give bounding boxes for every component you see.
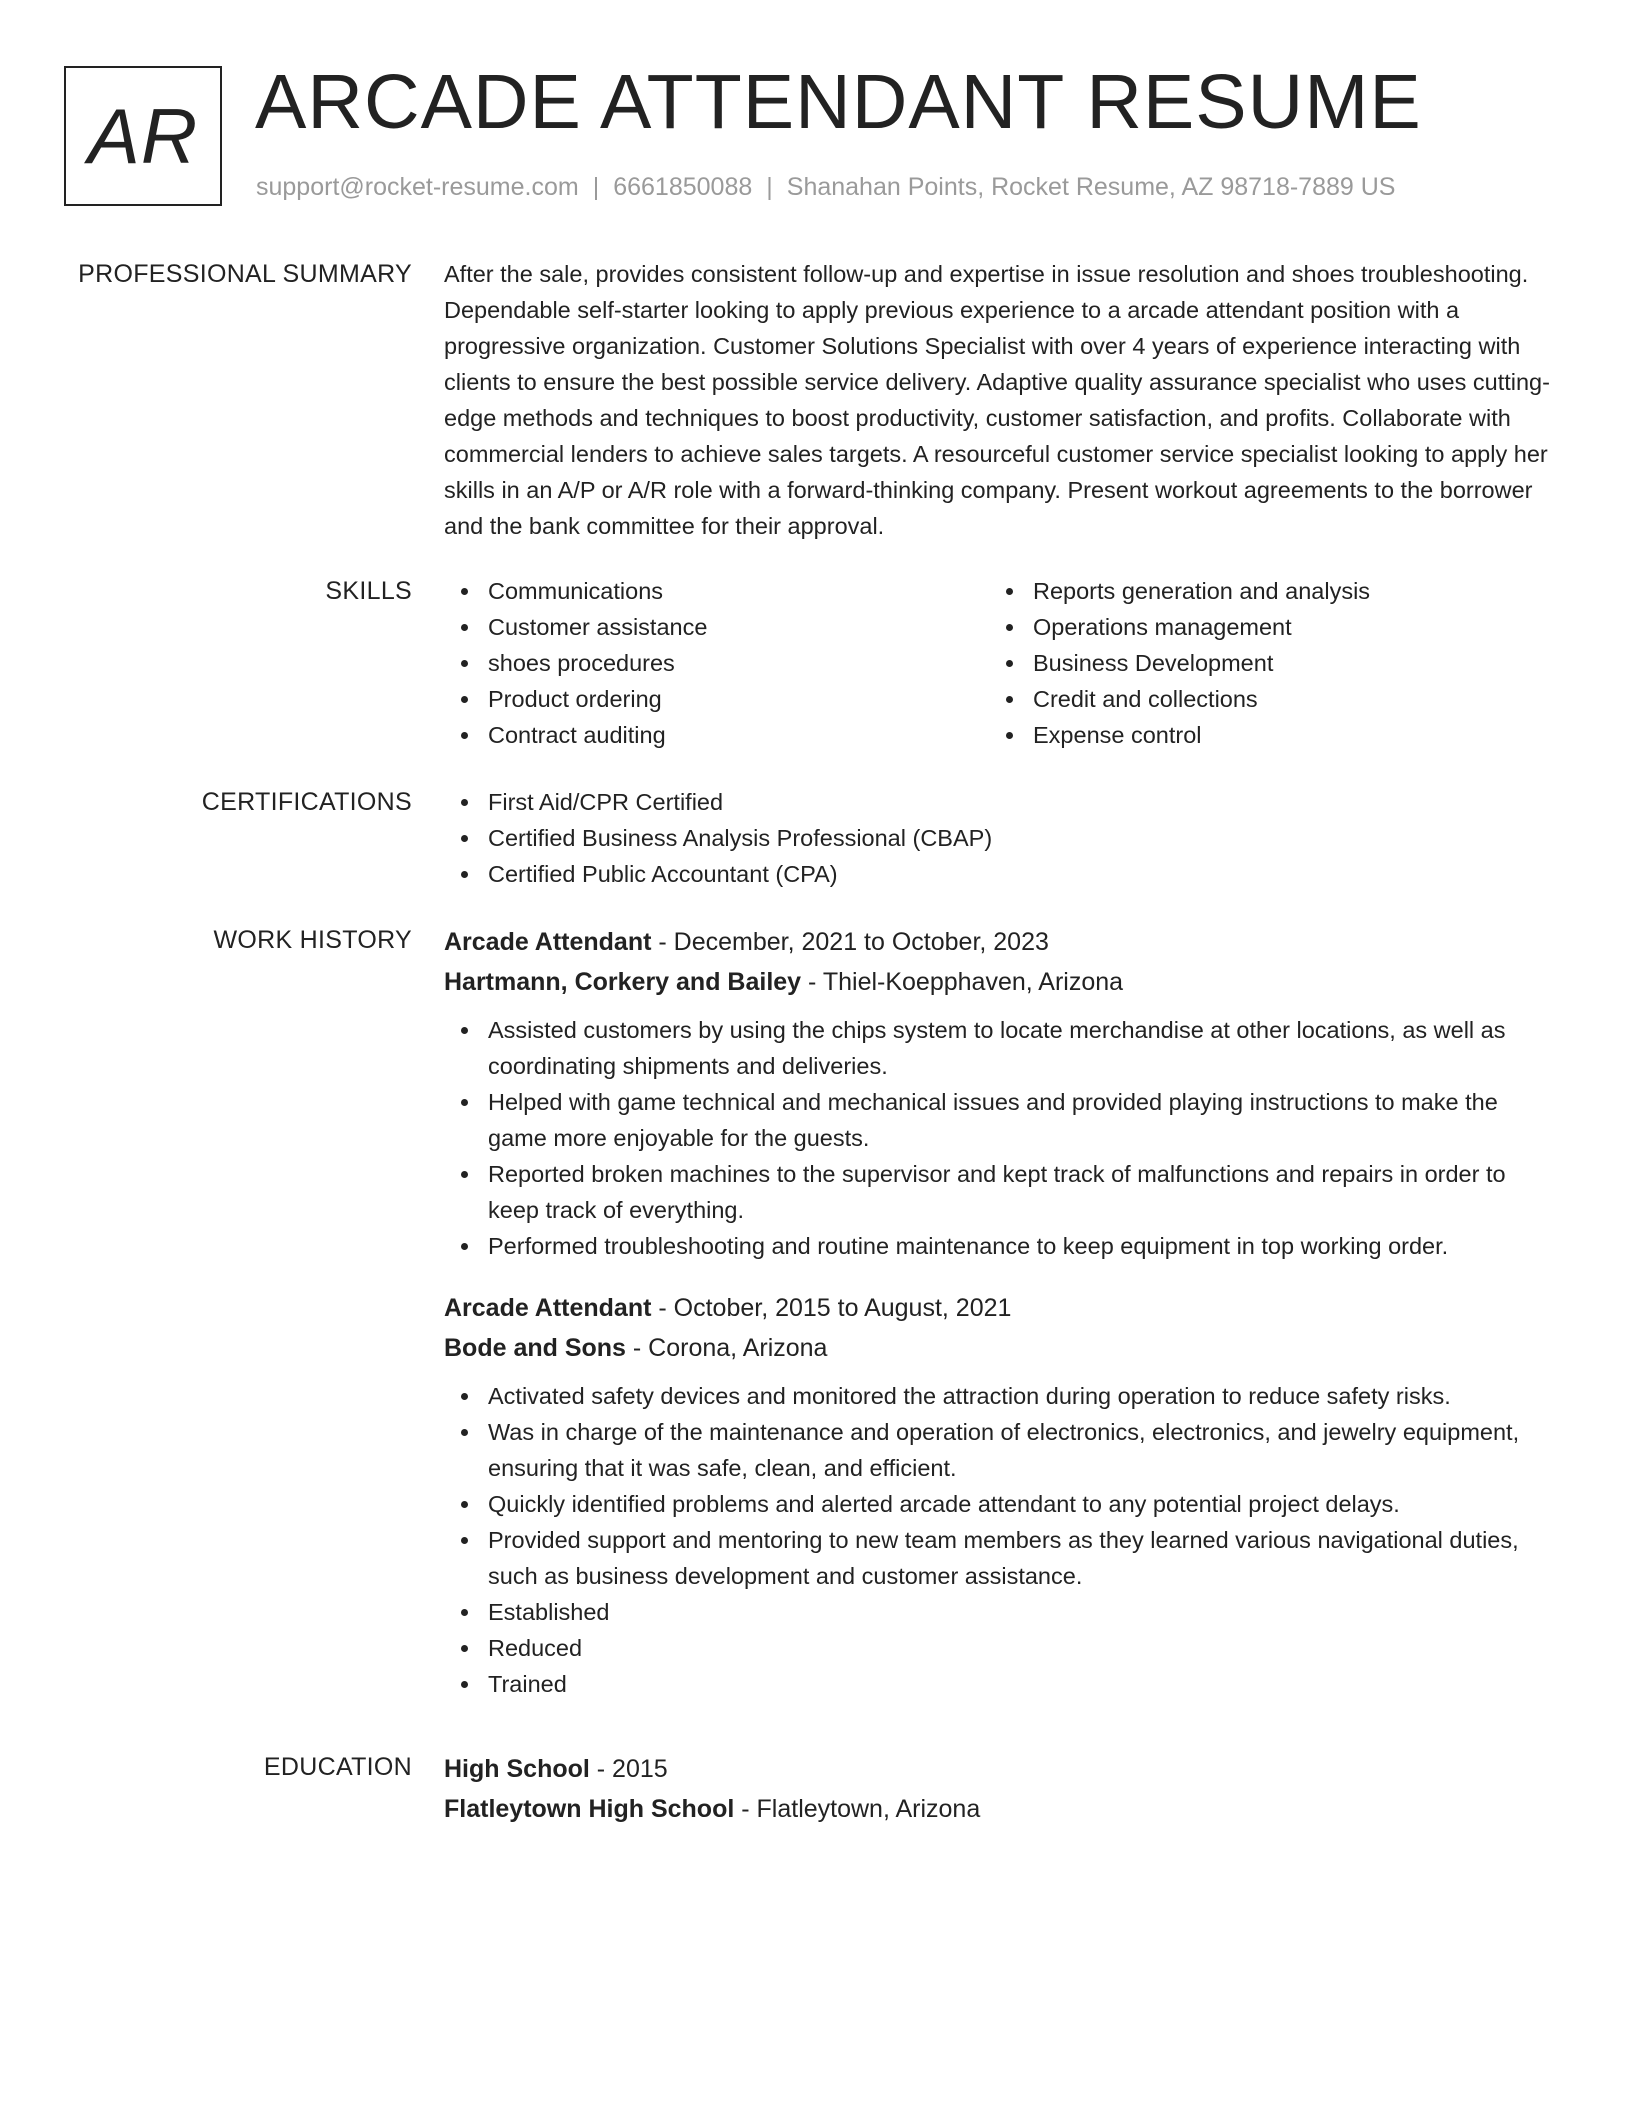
job-location: - Thiel-Koepphaven, Arizona: [801, 968, 1124, 996]
job-title-line: [444, 922, 1554, 962]
job-bullet: Activated safety devices and monitored the attraction during operation to reduce safety risks.: [444, 1378, 1554, 1414]
job-location: - Corona, Arizona: [625, 1334, 828, 1362]
job-bullets: [444, 1378, 1554, 1702]
job-company: Hartmann, Corkery and Bailey: [444, 968, 802, 996]
job-bullet: Helped with game technical and mechanical issues and provided playing instructions to make the game more enjoyable for the guests.: [444, 1084, 1554, 1156]
skills-column-left: [444, 573, 989, 753]
skill-item: Communications: [444, 573, 989, 609]
skill-item: Reports generation and analysis: [989, 573, 1534, 609]
skill-item: Customer assistance: [444, 609, 989, 645]
education-location: - Flatleytown, Arizona: [734, 1795, 981, 1823]
education-heading: EDUCATION: [263, 1753, 412, 1781]
certification-item: Certified Public Accountant (CPA): [444, 856, 1554, 892]
job-company: Bode and Sons: [444, 1334, 626, 1362]
education-degree: High School: [444, 1755, 590, 1783]
job-title: Arcade Attendant: [444, 928, 652, 956]
skills-heading: SKILLS: [325, 577, 412, 605]
job-title: Arcade Attendant: [444, 1294, 652, 1322]
work-history-heading: WORK HISTORY: [213, 926, 412, 954]
job-entry: [444, 922, 1554, 1264]
job-title-line: [444, 1288, 1554, 1328]
education-school: Flatleytown High School: [444, 1795, 735, 1823]
job-dates: - October, 2015 to August, 2021: [651, 1294, 1012, 1322]
education-year: - 2015: [589, 1755, 668, 1783]
skill-item: Credit and collections: [989, 681, 1534, 717]
contact-email: support@rocket-resume.com: [256, 173, 579, 201]
certification-item: Certified Business Analysis Professional (CBAP): [444, 820, 1554, 856]
skill-item: Contract auditing: [444, 717, 989, 753]
contact-line: [256, 172, 1395, 202]
summary-heading: PROFESSIONAL SUMMARY: [78, 260, 412, 288]
job-bullet: Provided support and mentoring to new team members as they learned various navigational duties, such as business development and customer assistance.: [444, 1522, 1554, 1594]
job-bullet: Reduced: [444, 1630, 1554, 1666]
education-school-line: [444, 1789, 1554, 1829]
page-title: ARCADE ATTENDANT RESUME: [255, 59, 1422, 145]
skill-item: shoes procedures: [444, 645, 989, 681]
job-bullet: Trained: [444, 1666, 1554, 1702]
job-employer-line: [444, 1328, 1554, 1368]
contact-separator: |: [592, 173, 600, 201]
job-bullets: [444, 1012, 1554, 1264]
certifications-heading: CERTIFICATIONS: [201, 788, 412, 816]
job-bullet: Assisted customers by using the chips system to locate merchandise at other locations, as well as coordinating shipments and deliveries.: [444, 1012, 1554, 1084]
education-degree-line: [444, 1749, 1554, 1789]
certification-item: First Aid/CPR Certified: [444, 784, 1554, 820]
monogram-logo: AR: [64, 66, 222, 206]
certifications-list: [444, 784, 1554, 892]
summary-body: [444, 256, 1554, 544]
job-bullet: Reported broken machines to the supervisor and kept track of malfunctions and repairs in order to keep track of everything.: [444, 1156, 1554, 1228]
certifications-body: [444, 784, 1554, 892]
job-bullet: Established: [444, 1594, 1554, 1630]
skills-column-right: [989, 573, 1534, 753]
skill-item: Expense control: [989, 717, 1534, 753]
job-bullet: Performed troubleshooting and routine maintenance to keep equipment in top working order.: [444, 1228, 1554, 1264]
job-bullet: Was in charge of the maintenance and operation of electronics, electronics, and jewelry equipment, ensuring that it was safe, clean, and efficient.: [444, 1414, 1554, 1486]
contact-address: Shanahan Points, Rocket Resume, AZ 98718-7889 US: [786, 173, 1396, 201]
work-history-body: [444, 922, 1554, 1702]
skill-item: Operations management: [989, 609, 1534, 645]
skills-list: [444, 573, 1554, 753]
job-bullet: Quickly identified problems and alerted arcade attendant to any potential project delays.: [444, 1486, 1554, 1522]
summary-text: After the sale, provides consistent follow-up and expertise in issue resolution and shoes troubleshooting. Dependable self-starter looking to apply previous experience to a arcade attendant position with a progressive organization. Customer Solutions Specialist with over 4 years of experience interacting with clients to ensure the best possible service delivery. Adaptive quality assurance specialist who uses cutting-edge methods and techniques to boost productivity, customer satisfaction, and profits. Collaborate with commercial lenders to achieve sales targets. A resourceful customer service specialist looking to apply her skills in an A/P or A/R role with a forward-thinking company. Present workout agreements to the borrower and the bank committee for their approval.: [444, 261, 1550, 539]
education-body: [444, 1749, 1554, 1829]
skill-item: Business Development: [989, 645, 1534, 681]
job-entry: [444, 1288, 1554, 1702]
contact-phone: 6661850088: [613, 173, 753, 201]
job-dates: - December, 2021 to October, 2023: [651, 928, 1049, 956]
contact-separator: |: [766, 173, 773, 201]
skill-item: Product ordering: [444, 681, 989, 717]
job-employer-line: [444, 962, 1554, 1002]
